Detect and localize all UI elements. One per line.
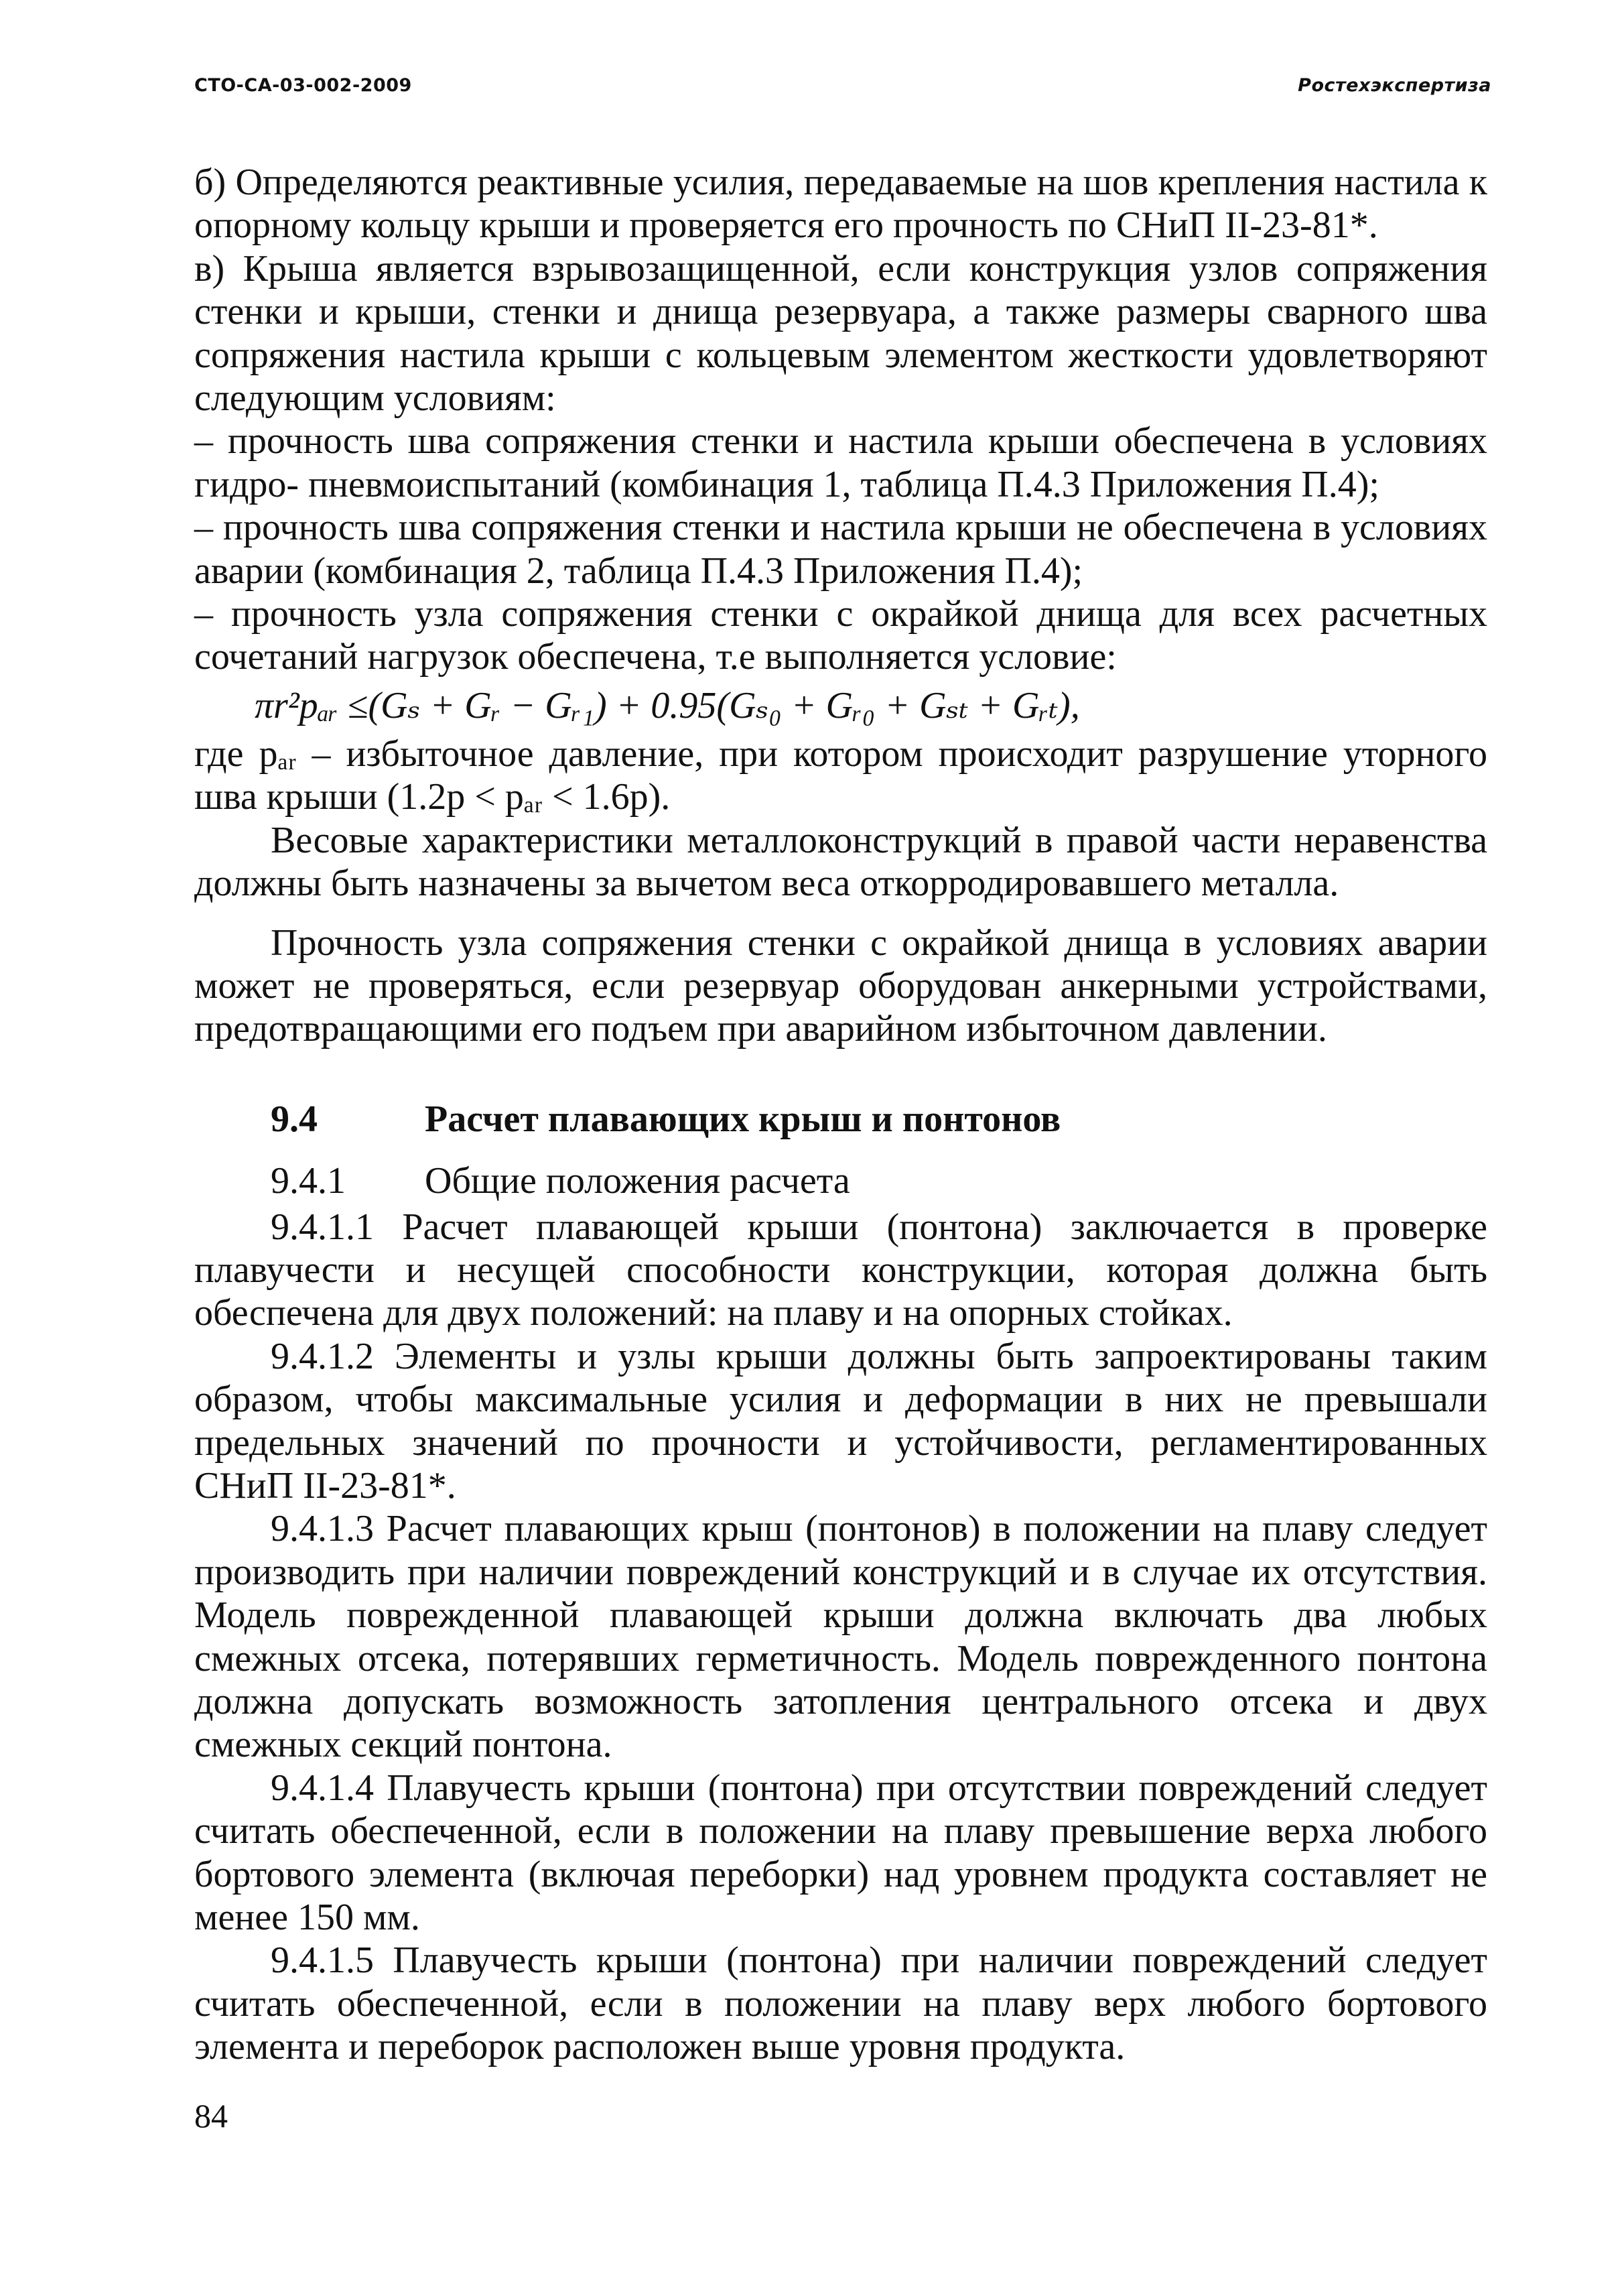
doc-code: СТО-СА-03-002-2009 <box>194 75 412 96</box>
section-title: Расчет плавающих крыш и понтонов <box>425 1098 1061 1140</box>
subsection-heading <box>194 1159 1487 1202</box>
clause-9-4-1-3: 9.4.1.3 Расчет плавающих крыш (понтонов) в положении на плаву следует производить при наличии повреждений конструкций и в случае их отсутствия. Модель поврежденной плавающей крыши должна включать два любых смежных отсека, потерявших герметичность. Модель поврежденного понтона должна допускать возможность затопления центрального отсека и двух смежных секций понтона. <box>194 1508 1487 1766</box>
condition-item-3: – прочность узла сопряжения стенки с окрайкой днища для всех расчетных сочетаний нагрузок обеспечена, т.е выполняется условие: <box>194 593 1487 678</box>
page-number: 84 <box>194 2097 228 2134</box>
section-heading <box>194 1098 1487 1141</box>
page-body <box>194 161 1487 2069</box>
formula-legend: где pₐᵣ – избыточное давление, при котором происходит разрушение уторного шва крыши (1.2p < pₐᵣ < 1.6p). <box>194 732 1487 818</box>
clause-9-4-1-2: 9.4.1.2 Элементы и узлы крыши должны быть запроектированы таким образом, чтобы максимальные усилия и деформации в них не превышали предельных значений по прочности и устойчивости, регламентированных СНиП II-23-81*. <box>194 1335 1487 1507</box>
paragraph-weights: Весовые характеристики металлоконструкций в правой части неравенства должны быть назначены за вычетом веса откорродировавшего металла. <box>194 819 1487 905</box>
condition-item-2: – прочность шва сопряжения стенки и настила крыши не обеспечена в условиях аварии (комбинация 2, таблица П.4.3 Приложения П.4); <box>194 507 1487 592</box>
clause-9-4-1-4: 9.4.1.4 Плавучесть крыши (понтона) при отсутствии повреждений следует считать обеспеченной, если в положении на плаву превышение верха любого бортового элемента (включая переборки) над уровнем продукта составляет не менее 150 мм. <box>194 1767 1487 1939</box>
clause-9-4-1-5: 9.4.1.5 Плавучесть крыши (понтона) при наличии повреждений следует считать обеспеченной, если в положении на плаву верх любого бортового элемента и переборок расположен выше уровня продукта. <box>194 1939 1487 2068</box>
clause-9-4-1-1: 9.4.1.1 Расчет плавающей крыши (понтона) заключается в проверке плавучести и несущей способности конструкции, которая должна быть обеспечена для двух положений: на плаву и на опорных стойках. <box>194 1206 1487 1334</box>
paragraph-b: б) Определяются реактивные усилия, передаваемые на шов крепления настила к опорному кольцу крыши и проверяется его прочность по СНиП II-23-81*. <box>194 162 1487 247</box>
section-number: 9.4 <box>271 1098 318 1140</box>
condition-item-1: – прочность шва сопряжения стенки и настила крыши обеспечена в условиях гидро- пневмоиспытаний (комбинация 1, таблица П.4.3 Приложения П.4); <box>194 420 1487 505</box>
paragraph-v: в) Крыша является взрывозащищенной, если конструкция узлов сопряжения стенки и крыши, стенки и днища резервуара, а также размеры сварного шва сопряжения настила крыши с кольцевым элементом жесткости удовлетворяют следующим условиям: <box>194 247 1487 420</box>
paragraph-strength: Прочность узла сопряжения стенки с окрайкой днища в условиях аварии может не проверяться, если резервуар оборудован анкерными устройствами, предотвращающими его подъем при аварийном избыточном давлении. <box>194 921 1487 1050</box>
formula: πr²pₐᵣ ≤(Gₛ + Gᵣ − Gᵣ₁) + 0.95(Gₛ₀ + Gᵣ₀ + Gₛₜ + Gᵣₜ), <box>255 684 1080 726</box>
subsection-title: Общие положения расчета <box>425 1160 850 1202</box>
subsection-number: 9.4.1 <box>271 1160 346 1202</box>
publisher-name: Ростехэкспертиза <box>1298 75 1491 96</box>
